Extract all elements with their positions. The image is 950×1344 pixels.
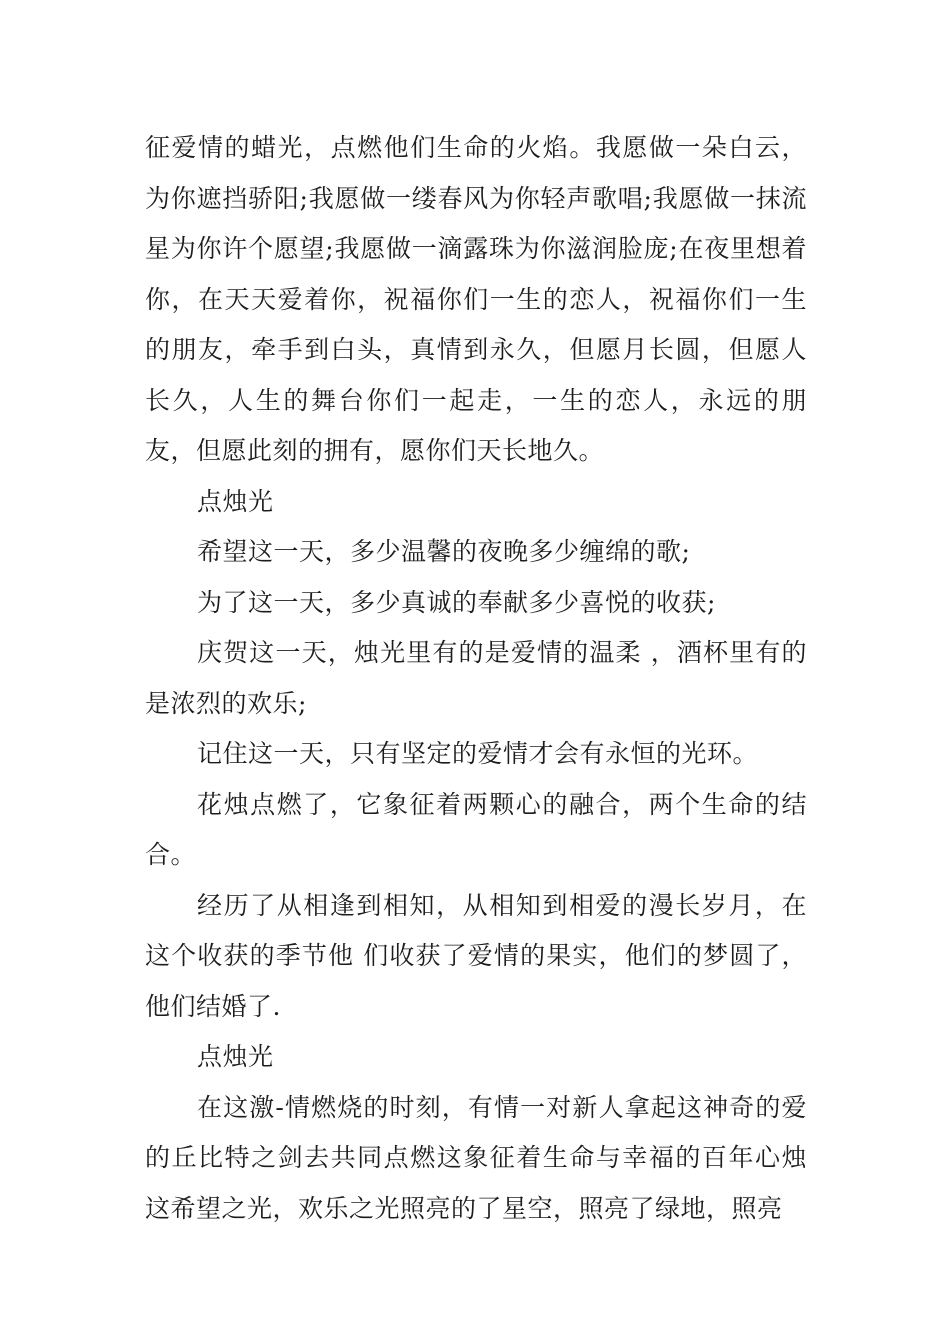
paragraph-continued-blessing: 征爱情的蜡光，点燃他们生命的火焰。我愿做一朵白云，为你遮挡骄阳;我愿做一缕春风为你轻声歌唱;我愿做一抹流星为你许个愿望;我愿做一滴露珠为你滋润脸庞;在夜里想着你，在天天爱着你，祝福你们一生的恋人，祝福你们一生的朋友，牵手到白头，真情到永久，但愿月长圆，但愿人长久，人生的舞台你们一起走，一生的恋人，永远的朋友，但愿此刻的拥有，愿你们天长地久。 xyxy=(145,133,807,465)
paragraph-celebrate-this-day: 庆贺这一天，烛光里有的是爱情的温柔 ，酒杯里有的是浓烈的欢乐; xyxy=(145,638,807,718)
paragraph-passionate-moment: 在这激-情燃烧的时刻，有情一对新人拿起这神奇的爱的丘比特之剑去共同点燃这象征着生命与幸福的百年心烛这希望之光，欢乐之光照亮的了星空，照亮了绿地，照亮 xyxy=(145,1092,807,1223)
paragraph-candles-lit: 花烛点燃了，它象征着两颗心的融合，两个生命的结合。 xyxy=(145,789,807,869)
paragraph-hope-this-day: 希望这一天，多少温馨的夜晚多少缠绵的歌; xyxy=(197,537,691,566)
paragraph-from-meeting-to-love: 经历了从相逢到相知，从相知到相爱的漫长岁月，在这个收获的季节他 们收获了爱情的果实，他们的梦圆了，他们结婚了. xyxy=(145,890,807,1021)
section-heading-light-candles-2: 点烛光 xyxy=(197,1042,274,1071)
section-heading-light-candles: 点烛光 xyxy=(197,486,274,516)
document-body xyxy=(145,123,807,1234)
paragraph-remember-this-day: 记住这一天，只有坚定的爱情才会有永恒的光环。 xyxy=(197,739,759,768)
paragraph-for-this-day: 为了这一天，多少真诚的奉献多少喜悦的收获; xyxy=(197,587,716,617)
